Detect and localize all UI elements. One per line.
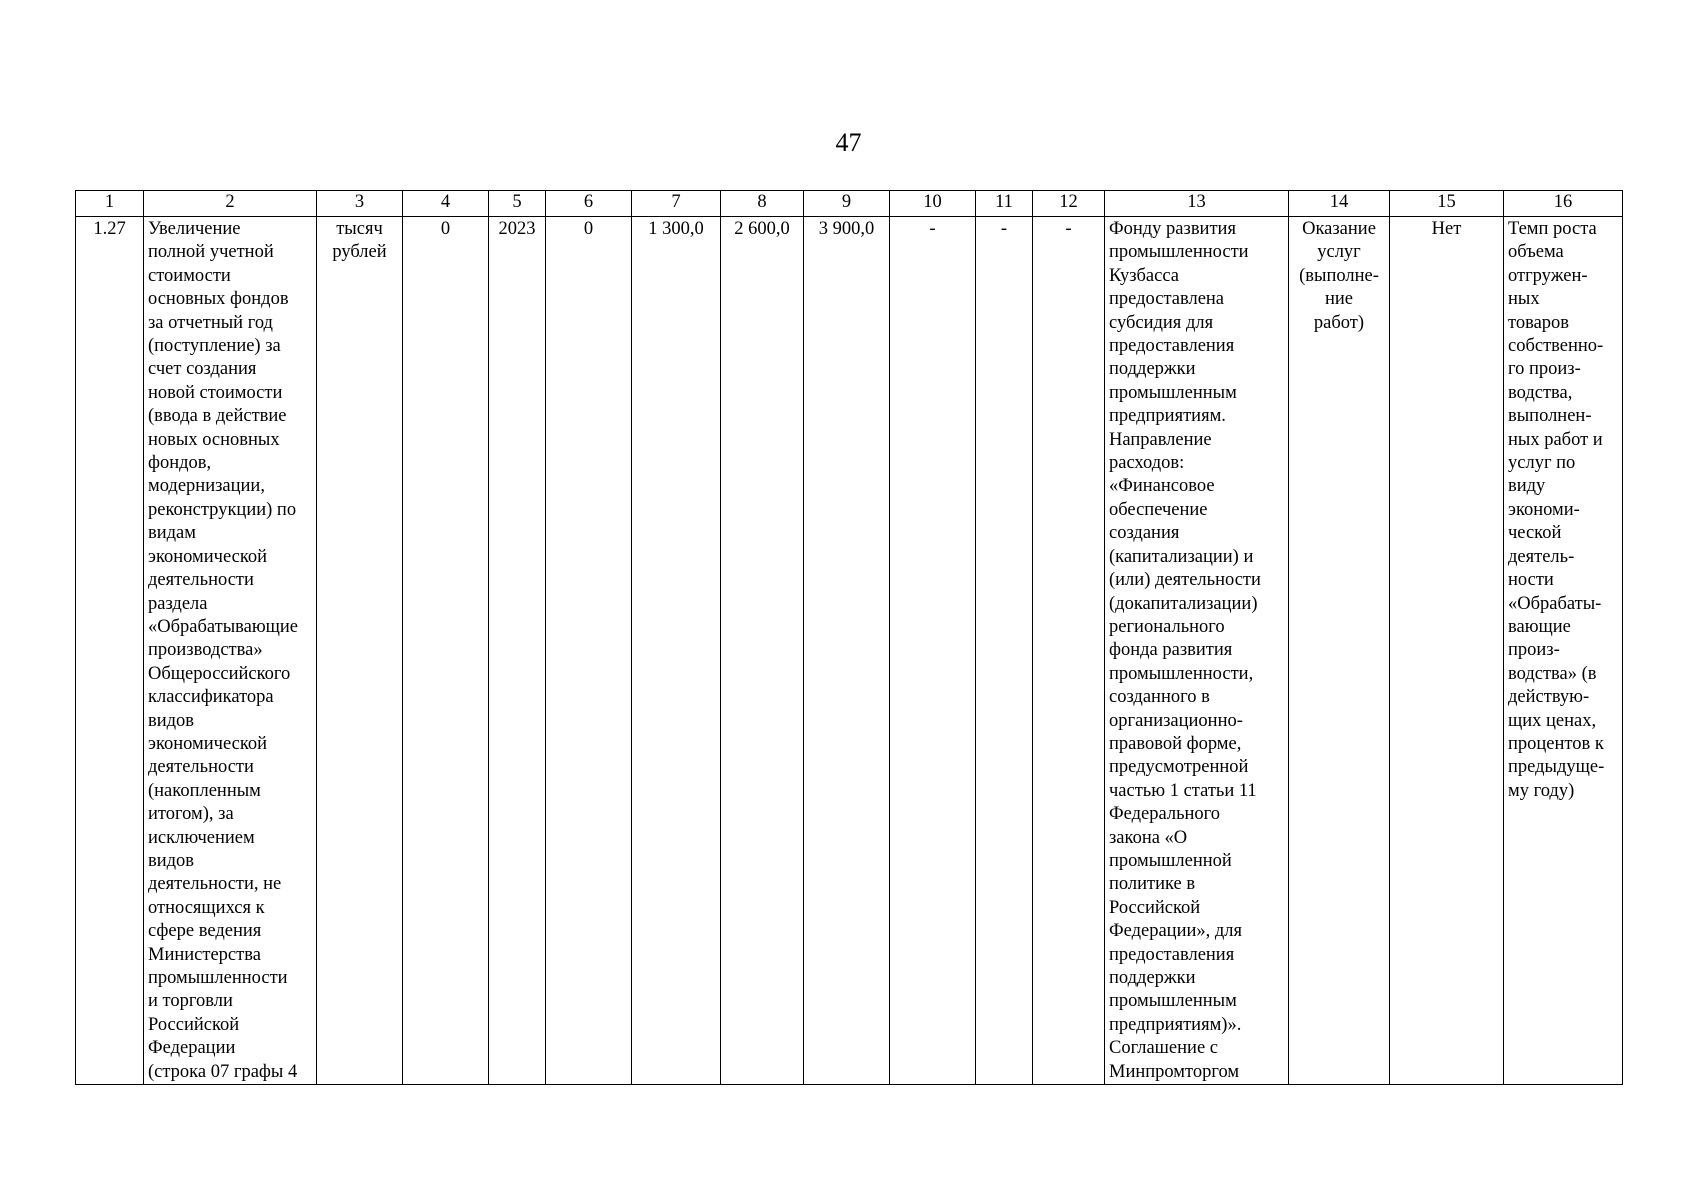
header-row	[76, 191, 1623, 217]
cell-col-9: 3 900,0	[804, 217, 890, 1085]
cell-col-4: 0	[403, 217, 489, 1085]
column-header-3: 3	[317, 191, 403, 217]
column-header-7: 7	[632, 191, 721, 217]
cell-col-7: 1 300,0	[632, 217, 721, 1085]
column-header-14: 14	[1289, 191, 1390, 217]
column-header-10: 10	[890, 191, 976, 217]
cell-col-15: Нет	[1390, 217, 1504, 1085]
column-header-12: 12	[1033, 191, 1105, 217]
indicator-name: Увеличение полной учетной стоимости основных фондов за отчетный год (поступление) за счет создания новой стоимости (ввода в действие новых основных фондов, модернизации, реконструкции) по видам экономической деятельности раздела «Обрабатывающие производства» Общероссийского классификатора видов экономической деятельности (накопленным итогом), за исключением видов деятельности, не относящихся к сфере ведения Министерства промышленности и торговли Российской Федерации (строка 07 графы 4	[144, 217, 317, 1085]
cell-col-12: -	[1033, 217, 1105, 1085]
cell-col-8: 2 600,0	[721, 217, 804, 1085]
cell-col-14: Оказание услуг (выполне- ние работ)	[1289, 217, 1390, 1085]
indicator-table	[75, 190, 1623, 1085]
column-header-16: 16	[1504, 191, 1623, 217]
column-header-9: 9	[804, 191, 890, 217]
column-header-6: 6	[546, 191, 632, 217]
table-row	[76, 217, 1623, 1085]
page-number: 47	[835, 128, 862, 157]
cell-col-10: -	[890, 217, 976, 1085]
cell-col-11: -	[976, 217, 1033, 1085]
column-header-11: 11	[976, 191, 1033, 217]
column-header-4: 4	[403, 191, 489, 217]
cell-col-16: Темп роста объема отгружен- ных товаров собственно- го произ- водства, выполнен- ных работ и услуг по виду экономи- ческой деятель- ности «Обрабаты- вающие произ- водства» (в действую- щих ценах, процентов к предыдуще- му году)	[1504, 217, 1623, 1085]
column-header-5: 5	[489, 191, 546, 217]
cell-col-13-description: Фонду развития промышленности Кузбасса предоставлена субсидия для предоставления поддержки промышленным предприятиям. Направление расходов: «Финансовое обеспечение создания (капитализации) и (или) деятельности (докапитализации) регионального фонда развития промышленности, созданного в организационно- правовой форме, предусмотренной частью 1 статьи 11 Федерального закона «О промышленной политике в Российской Федерации», для предоставления поддержки промышленным предприятиям)». Соглашение с Минпромторгом	[1105, 217, 1289, 1085]
row-number: 1.27	[76, 217, 144, 1085]
column-header-2: 2	[144, 191, 317, 217]
column-header-8: 8	[721, 191, 804, 217]
column-header-15: 15	[1390, 191, 1504, 217]
unit-of-measure: тысяч рублей	[317, 217, 403, 1085]
column-header-1: 1	[76, 191, 144, 217]
column-header-13: 13	[1105, 191, 1289, 217]
cell-col-5: 2023	[489, 217, 546, 1085]
cell-col-6: 0	[546, 217, 632, 1085]
